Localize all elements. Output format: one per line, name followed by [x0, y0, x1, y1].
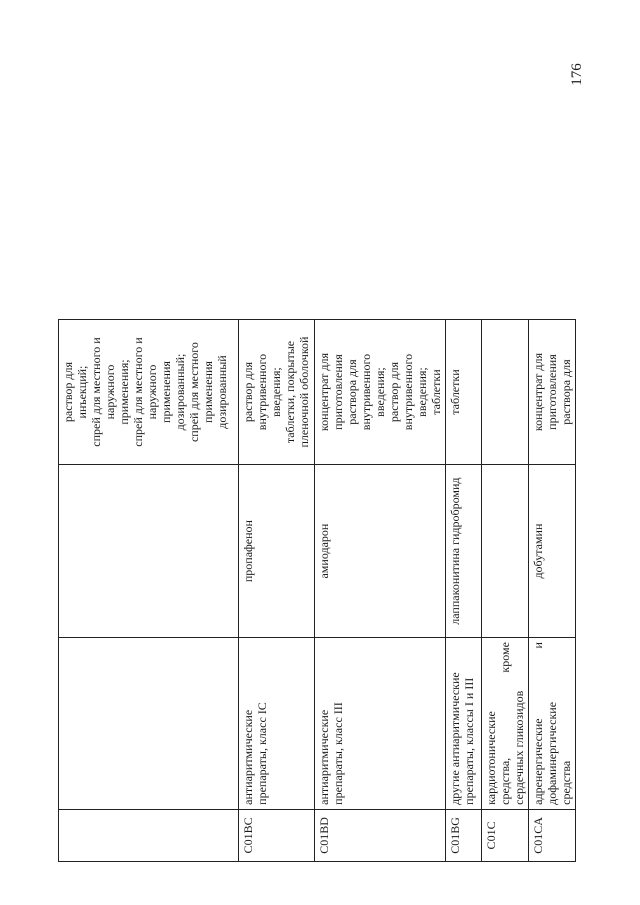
group-name-line: препараты, классы I и III — [462, 677, 476, 805]
dosage-form-line: дозированный; — [173, 353, 187, 431]
drug-name-cell: амиодарон — [315, 465, 446, 638]
table-row — [315, 320, 446, 862]
atc-code-cell — [59, 809, 239, 861]
dosage-form-line: раствор для — [241, 361, 255, 423]
group-name-fragment: адренергические — [531, 718, 545, 805]
drug-name-cell: лаппаконитина гидробромид — [446, 465, 482, 638]
dosage-form-line: введения; — [373, 367, 387, 417]
dosage-form-line: внутривенного — [359, 353, 373, 431]
table-row — [59, 320, 239, 862]
drug-classification-table — [58, 319, 576, 862]
atc-code-cell: C01BG — [446, 809, 482, 861]
group-name-cell — [59, 638, 239, 810]
group-name-line: кардиотонические — [484, 711, 498, 805]
dosage-form-line: спрей для местного и — [89, 337, 103, 447]
group-name-line: другие антиаритмические — [448, 672, 462, 805]
dosage-form-line: приготовления — [331, 354, 345, 430]
group-name-line — [531, 642, 545, 805]
dosage-form-line: раствора для — [559, 359, 573, 425]
atc-code-cell: C01C — [482, 809, 529, 861]
group-name-cell — [529, 638, 576, 810]
dosage-form-line: концентрат для — [317, 353, 331, 432]
dosage-form-line: внутривенного — [401, 353, 415, 431]
dosage-form-cell — [482, 320, 529, 465]
drug-name-cell — [482, 465, 529, 638]
dosage-form-line: раствор для — [61, 361, 75, 423]
atc-code-cell: C01BD — [315, 809, 446, 861]
table-row — [239, 320, 315, 862]
group-name-line: средства — [559, 760, 573, 805]
drug-name-cell: пропафенон — [239, 465, 315, 638]
group-name-cell — [446, 638, 482, 810]
group-name-line: антиаритмические — [241, 709, 255, 805]
group-name-cell — [239, 638, 315, 810]
group-name-line: антиаритмические — [317, 709, 331, 805]
dosage-form-line: внутривенного — [255, 353, 269, 431]
group-name-line: препараты, класс III — [331, 702, 345, 805]
dosage-form-line: наружного — [145, 364, 159, 420]
atc-code-cell: C01CA — [529, 809, 576, 861]
rotated-table-container — [58, 319, 573, 862]
group-name-cell — [482, 638, 529, 810]
dosage-form-line: применения — [159, 361, 173, 423]
dosage-form-line: дозированный — [215, 355, 229, 429]
dosage-form-line: применения; — [117, 359, 131, 425]
group-name-fragment: средства, — [498, 757, 512, 805]
atc-code-cell: C01BC — [239, 809, 315, 861]
group-name-cell — [315, 638, 446, 810]
dosage-form-line: концентрат для — [531, 353, 545, 432]
group-name-line: сердечных гликозидов — [512, 690, 526, 805]
dosage-form-line: таблетки — [448, 369, 462, 415]
dosage-form-line: пленочной оболочкой — [297, 336, 311, 448]
dosage-form-cell — [446, 320, 482, 465]
dosage-form-line: раствор для — [387, 361, 401, 423]
table-row — [529, 320, 576, 862]
dosage-form-cell — [239, 320, 315, 465]
page-number: 176 — [568, 63, 585, 86]
dosage-form-line: таблетки, покрытые — [283, 340, 297, 444]
dosage-form-line: спрей для местного — [187, 342, 201, 443]
dosage-form-line: раствора для — [345, 359, 359, 425]
group-name-line: препараты, класс IC — [255, 702, 269, 805]
drug-name-cell: добутамин — [529, 465, 576, 638]
group-name-fragment: и — [531, 642, 545, 649]
table-row — [482, 320, 529, 862]
dosage-form-line: спрей для местного и — [131, 337, 145, 447]
dosage-form-line: введения; — [415, 367, 429, 417]
drug-name-cell — [59, 465, 239, 638]
dosage-form-line: наружного — [103, 364, 117, 420]
dosage-form-cell — [315, 320, 446, 465]
dosage-form-line: таблетки — [429, 369, 443, 415]
table-row — [446, 320, 482, 862]
dosage-form-cell — [59, 320, 239, 465]
dosage-form-line: инъекций; — [75, 365, 89, 419]
dosage-form-line: введения; — [269, 367, 283, 417]
group-name-line: дофаминергические — [545, 701, 559, 805]
group-name-line — [498, 642, 512, 805]
dosage-form-cell — [529, 320, 576, 465]
group-name-fragment: кроме — [498, 642, 512, 673]
dosage-form-line: применения — [201, 361, 215, 423]
dosage-form-line: приготовления — [545, 354, 559, 430]
